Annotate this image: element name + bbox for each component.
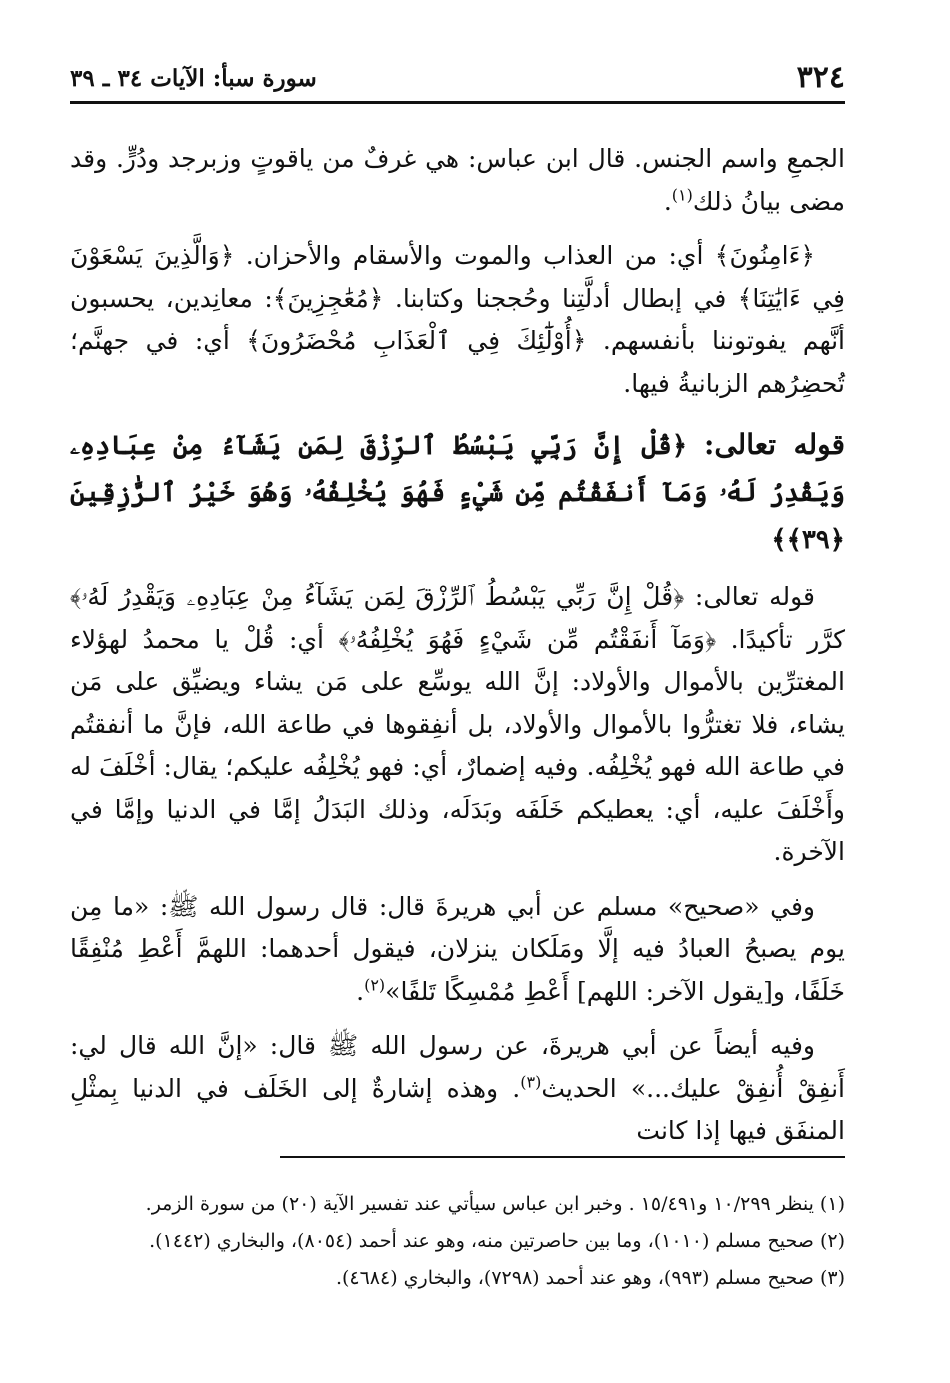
footnote-1: (١) ينظر ١٠/٢٩٩ و١٥/٤٩١ . وخبر ابن عباس سيأتي عند تفسير الآية (٢٠) من سورة الزمر. [145, 1193, 845, 1215]
footnote-ref-2[interactable]: (٢) [364, 975, 386, 995]
header-title: سورة سبأ: الآيات ٣٤ ـ ٣٩ [70, 65, 317, 92]
paragraph-1-end: . [663, 186, 672, 216]
paragraph-5-text-b: . وهذه إشارةٌ إلى الخَلَف في الدنيا بِمثْلِ المنفَق فيها إذا كانت [70, 1073, 845, 1145]
page-number: ٣٢٤ [796, 60, 845, 95]
paragraph-5-text-a: وفيه أيضاً عن أبي هريرةَ، عن رسول الله ﷺ قال: «إنَّ الله قال لي: أَنفِقْ أُنفِقْ عليك...» الحديث [70, 1031, 845, 1103]
paragraph-2: ﴿ءَامِنُونَ﴾ أي: من العذاب والموت والأسقام والأحزان. ﴿وَالَّذِينَ يَسْعَوْنَ فِي ءَايَٰتِنَا﴾ في إبطال أدلَّتِنا وحُججنا وكتابنا. ﴿مُعَٰجِزِينَ﴾: معانِدين، يحسبون أنَّهم يفوتوننا بأنفسهم. ﴿أُوْلَٰٓئِكَ فِي ٱلْعَذَابِ مُحْضَرُونَ﴾ أي: في جهنَّم؛ تُحضِرُهم الزبانيةُ فيها. [70, 241, 845, 398]
footnote-3: (٣) صحيح مسلم (٩٩٣)، وهو عند أحمد (٧٢٩٨)، والبخاري (٤٦٨٤). [335, 1267, 845, 1289]
paragraph-1 [70, 138, 845, 223]
verse-heading [70, 421, 845, 564]
header-divider [70, 101, 845, 104]
footnotes [70, 1186, 845, 1297]
footnote-ref-3[interactable]: (٣) [520, 1072, 542, 1092]
verse-lead: قوله تعالى: [704, 428, 845, 461]
paragraph-4 [70, 886, 845, 1014]
paragraph-4-text: وفي «صحيح» مسلم عن أبي هريرةَ قال: قال رسول الله ﷺ: «ما مِن يوم يصبحُ العبادُ فيه إلَّا ومَلَكان ينزلان، فيقول أحدهما: اللهمَّ أَعْطِ مُنْفِقًا خَلَفًا، و[يقول الآخر: اللهم] أَعْطِ مُمْسِكًا تَلفًا» [70, 891, 845, 1006]
paragraph-4-end: . [356, 976, 365, 1006]
footnote-divider [280, 1156, 845, 1158]
paragraph-1-text: الجمعِ واسم الجنس. قال ابن عباس: هي غرفٌ من ياقوتٍ وزبرجد ودُرٍّ. وقد مضى بيانُ ذلك [70, 144, 845, 216]
footnote-ref-1[interactable]: (١) [671, 185, 693, 205]
verse-text: ﴿قُلْ إِنَّ رَبِّي يَبْسُطُ ٱلرِّزْقَ لِمَن يَشَآءُ مِنْ عِبَادِهِۦ وَيَقْدِرُ لَهُۥ وَمَآ أَنفَقْتُم مِّن شَيْءٍ فَهُوَ يُخْلِفُهُۥ وَهُوَ خَيْرُ ٱلرَّٰزِقِينَ ﴿٣٩﴾﴾ [70, 431, 845, 555]
footnote-2: (٢) صحيح مسلم (١٠١٠)، وما بين حاصرتين منه، وهو عند أحمد (٨٠٥٤)، والبخاري (١٤٤٢). [149, 1230, 845, 1252]
paragraph-5 [70, 1025, 845, 1153]
running-header [70, 58, 845, 98]
main-text [70, 138, 845, 1165]
paragraph-3: قوله تعالى: ﴿قُلْ إِنَّ رَبِّي يَبْسُطُ ٱلرِّزْقَ لِمَن يَشَآءُ مِنْ عِبَادِهِۦ وَيَقْدِرُ لَهُۥ﴾ كرَّر تأكيدًا. ﴿وَمَآ أَنفَقْتُم مِّن شَيْءٍ فَهُوَ يُخْلِفُهُۥ﴾ أي: قُلْ يا محمدُ لهؤلاء المغترِّين بالأموال والأولاد: إنَّ الله يوسِّع على مَن يشاء ويضيِّق على مَن يشاء، فلا تغترُّوا بالأموال والأولاد، بل أنفِقوها في طاعة الله، فإنَّ ما أنفقتُم في طاعة الله فهو يُخْلِفُه. وفيه إضمارٌ، أي: فهو يُخْلِفُه عليكم؛ يقال: أخْلَفَ له وأَخْلَفَ عليه، أي: يعطيكم خَلَفَه وبَدَلَه، وذلك البَدَلُ إمَّا في الدنيا وإمَّا في الآخرة. [70, 582, 845, 866]
